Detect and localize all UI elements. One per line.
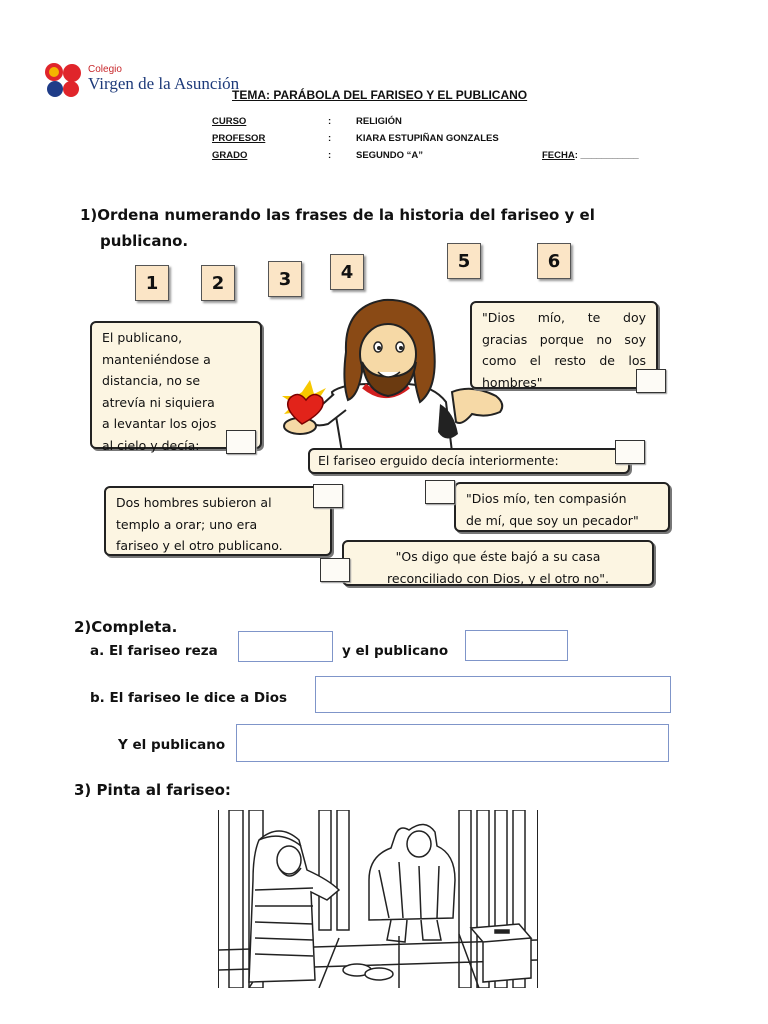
order-answer-box-publicano[interactable] <box>226 430 256 454</box>
worksheet-title: TEMA: PARÁBOLA DEL FARISEO Y EL PUBLICANO <box>232 88 528 102</box>
info-label-fecha: FECHA <box>542 150 575 161</box>
number-box-6: 6 <box>537 243 571 279</box>
card-os-digo-line: reconciliado con Dios, y el otro no". <box>387 570 609 586</box>
section2-heading: 2)Completa. <box>74 618 178 636</box>
order-answer-box-dos-hombres[interactable] <box>313 484 343 508</box>
card-dos-hombres-line: templo a orar; uno era <box>116 516 258 532</box>
prompt-a-label: a. El fariseo reza <box>90 643 218 659</box>
card-fariseo-erguido: El fariseo erguido decía interiormente: <box>308 448 630 474</box>
card-publicano-line: distancia, no se <box>102 373 201 388</box>
section1-heading-line1: 1)Ordena numerando las frases de la historia del fariseo y el <box>80 206 595 224</box>
card-compasion-line: "Dios mío, ten compasión <box>466 491 627 506</box>
info-sep: : <box>328 150 332 161</box>
logo-text-school-name: Virgen de la Asunción <box>88 74 240 93</box>
card-dios-gracias <box>470 301 658 389</box>
card-dos-hombres-line: fariseo y el otro publicano. <box>116 538 283 553</box>
card-os-digo-line: "Os digo que éste bajó a su casa <box>395 549 601 564</box>
card-publicano-line: El publicano, <box>102 330 183 345</box>
info-value-curso: RELIGIÓN <box>356 116 402 127</box>
number-box-5: 5 <box>447 243 481 279</box>
info-fecha-blank: : ___________ <box>574 150 639 161</box>
order-answer-box-dios-gracias[interactable] <box>636 369 666 393</box>
answer-input-publicano-reza[interactable] <box>465 630 568 661</box>
card-dos-hombres <box>104 486 332 556</box>
card-publicano-line: manteniéndose a <box>102 351 211 367</box>
section1-heading <box>80 202 700 254</box>
coloring-line-art <box>219 810 537 988</box>
number-box-4: 4 <box>330 254 364 290</box>
prompt-a-middle: y el publicano <box>342 643 449 659</box>
card-dios-gracias-line: como el resto de los <box>482 353 646 368</box>
number-box-3: 3 <box>268 261 302 297</box>
info-label-curso: CURSO <box>212 116 247 127</box>
logo-emblem-icon <box>44 62 84 98</box>
info-label-grado: GRADO <box>212 150 248 161</box>
info-label-profesor: PROFESOR <box>212 133 266 144</box>
info-sep: : <box>328 133 332 144</box>
number-box-2: 2 <box>201 265 235 301</box>
card-dios-gracias-line: "Dios mío, te doy <box>482 310 646 325</box>
prompt-b-label: b. El fariseo le dice a Dios <box>90 690 288 706</box>
card-publicano-line: atrevía ni siquiera <box>102 394 215 410</box>
card-publicano-line: al cielo y decía: <box>102 437 200 453</box>
logo-text-colegio: Colegio <box>88 64 122 75</box>
order-answer-box-erguido[interactable] <box>615 440 645 464</box>
order-answer-box-os-digo[interactable] <box>320 558 350 582</box>
number-box-1: 1 <box>135 265 169 301</box>
card-dos-hombres-line: Dos hombres subieron al <box>116 495 272 510</box>
card-dios-gracias-line: gracias porque no soy <box>482 331 646 347</box>
prompt-c-label: Y el publicano <box>118 737 226 753</box>
section1-heading-line2: publicano. <box>100 232 189 250</box>
card-publicano-line: a levantar los ojos <box>102 416 217 431</box>
info-value-grado: SEGUNDO “A” <box>356 150 424 161</box>
card-compasion <box>454 482 670 532</box>
card-os-digo <box>342 540 654 586</box>
info-fecha <box>542 150 639 161</box>
answer-input-fariseo-dice[interactable] <box>315 676 671 713</box>
card-compasion-line: de mí, que soy un pecador" <box>466 512 639 528</box>
section3-heading: 3) Pinta al fariseo: <box>74 781 231 799</box>
info-sep: : <box>328 116 332 127</box>
school-logo <box>44 60 264 102</box>
answer-input-publicano-dice[interactable] <box>236 724 669 762</box>
order-answer-box-compasion[interactable] <box>425 480 455 504</box>
card-dios-gracias-line: hombres" <box>482 374 543 390</box>
coloring-image-fariseo-publicano[interactable] <box>218 810 538 988</box>
info-value-profesor: KIARA ESTUPIÑAN GONZALES <box>356 133 499 144</box>
answer-input-fariseo-reza[interactable] <box>238 631 333 662</box>
